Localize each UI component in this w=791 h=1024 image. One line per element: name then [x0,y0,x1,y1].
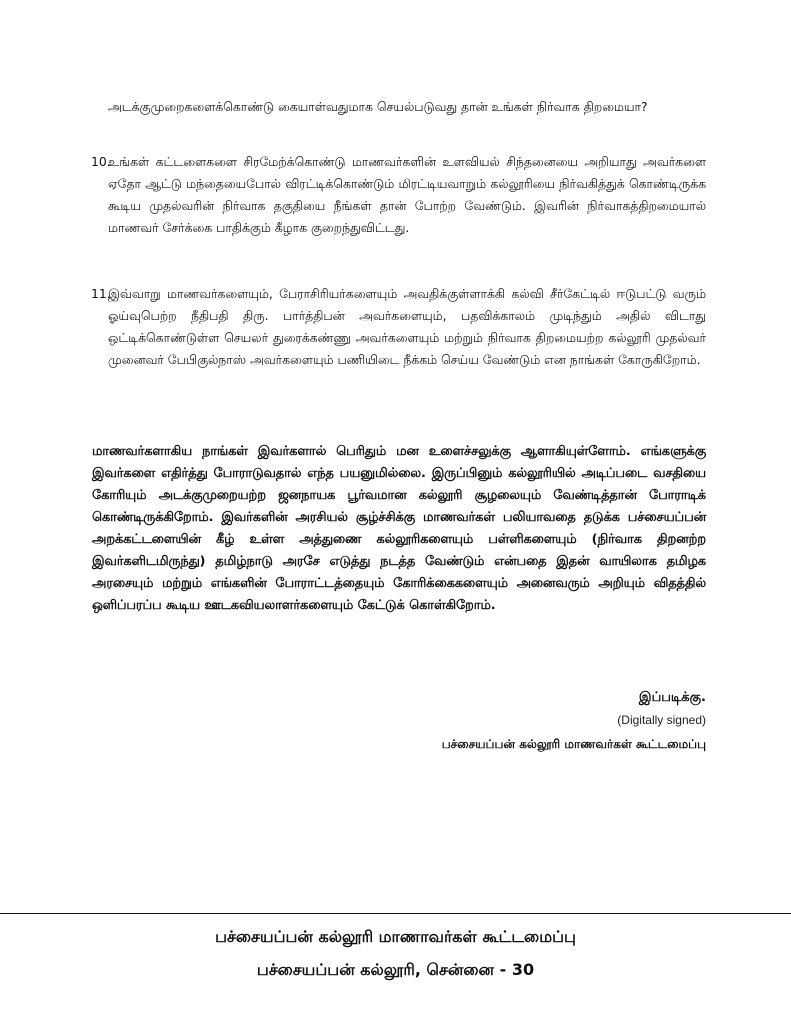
item-text: இவ்வாறு மாணவர்களையும், பேராசிரியர்களையும் அவதிக்குள்ளாக்கி கல்வி சீர்கேட்டில் ஈடுபட்டு வரும் ஓய்வுபெற்ற நீதிபதி திரு. பார்த்திபன் அவர்களையும், பதவிக்காலம் முடிந்தும் அதில் விடாது ஒட்டிக்கொண்டுள்ள செயலர் துரைக்கண்ணு அவர்களையும் மற்றும் நிர்வாக திறமையற்ற கல்லூரி முதல்வர் முனைவர் பேபிகுல்நாஸ் அவர்களையும் பணியிடை நீக்கம் செய்ய வேண்டும் என நாங்கள் கோருகிறோம். [108,286,706,367]
footer-address: பச்சையப்பன் கல்லூரி, சென்னை - 30 [256,960,535,979]
footer-divider [0,913,791,914]
item-text: உங்கள் கட்டளைகளை சிரமேற்க்கொண்டு மாணவர்களின் உளவியல் சிந்தனையை அறியாது அவர்களை ஏதோ ஆட்டு மந்தையைபோல் விரட்டிக்கொண்டும் மிரட்டியவாறும் கல்லூரியை நிர்வகித்துக் கொண்டிருக்க கூடிய முதல்வரின் நிர்வாக தகுதியை நீங்கள் தான் போற்ற வேண்டும். இவரின் நிர்வாகத்திறமையால் மாணவர் சேர்க்கை பாதிக்கும் கீழாக குறைந்துவிட்டது. [108,154,706,235]
demand-item-10 [91,151,706,239]
digital-signature-note: (Digitally signed) [617,713,706,727]
closing-salutation: இப்படிக்கு. [638,690,706,705]
item-number: 10. [91,154,111,169]
footer-organization: பச்சையப்பன் கல்லூரி மாணாவர்கள் கூட்டமைப்பு [215,927,576,946]
demand-item-11 [91,283,706,371]
item-number: 11. [91,286,111,301]
appeal-paragraph: மாணவர்களாகிய நாங்கள் இவர்களால் பெரிதும் மன உளைச்சலுக்கு ஆளாகியுள்ளோம். எங்களுக்கு இவர்களை எதிர்த்து போராடுவதால் எந்த பயனுமில்லை. இருப்பினும் கல்லூரியில் அடிப்படை வசதியை கோரியும் அடக்குமுறையற்ற ஜனநாயக பூர்வமான கல்லூரி சூழலையும் வேண்டித்தான் போராடிக் கொண்டிருக்கிறோம். இவர்களின் அரசியல் சூழ்ச்சிக்கு மாணவர்கள் பலியாவதை தடுக்க பச்சையப்பன் அறக்கட்டளையின் கீழ் உள்ள அத்துணை கல்லூரிகளையும் பள்ளிகளையும் (நிர்வாக திறனற்ற இவர்களிடமிருந்து) தமிழ்நாடு அரசே எடுத்து நடத்த வேண்டும் என்பதை இதன் வாயிலாக தமிழக அரசையும் மற்றும் எங்களின் போராட்டத்தையும் கோரிக்கைகளையும் அனைவரும் அறியும் விதத்தில் ஒளிப்பரப்ப கூடிய ஊடகவியலாளர்களையும் கேட்டுக் கொள்கிறோம். [92,444,706,613]
item-9-continuation: அடக்குமுறைகளைக்கொண்டு கையாள்வதுமாக செயல்படுவது தான் உங்கள் நிர்வாக திறமையா? [108,99,648,114]
signatory-organization: பச்சையப்பன் கல்லூரி மாணவர்கள் கூட்டமைப்பு [441,737,706,751]
